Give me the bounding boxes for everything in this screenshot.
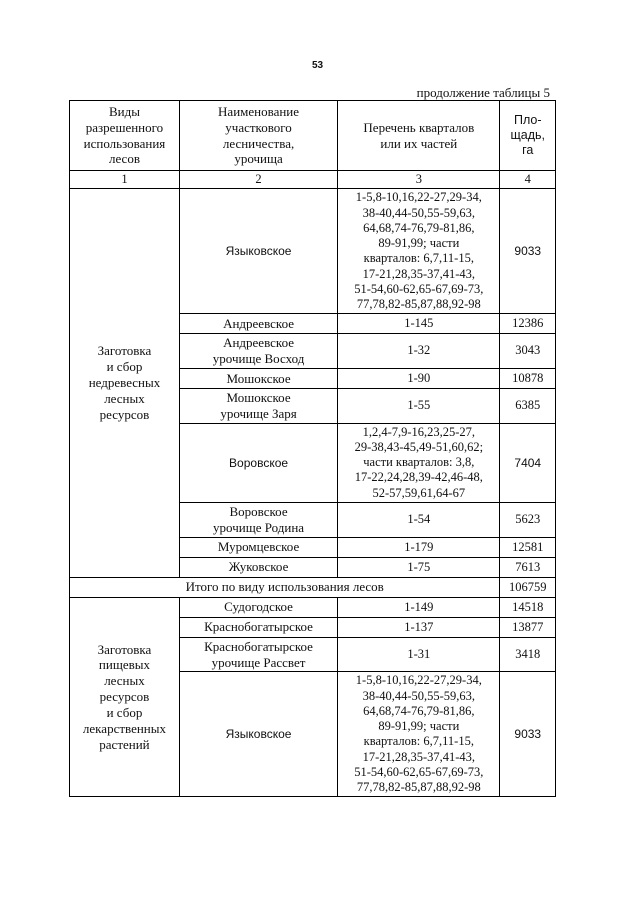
forestry-name-cell: Мошокское урочище Заря <box>179 388 337 423</box>
forestry-name-cell: Андреевское урочище Восход <box>179 334 337 369</box>
area-cell: 7613 <box>500 557 556 577</box>
forest-use-table <box>69 100 556 797</box>
quarters-cell: 1-32 <box>338 334 500 369</box>
area-cell: 12581 <box>500 537 556 557</box>
header-quarters-list: Перечень кварталов или их частей <box>338 101 500 171</box>
quarters-cell: 1-5,8-10,16,22-27,29-34, 38-40,44-50,55-59,63, 64,68,74-76,79-81,86, 89-91,99; части кварталов: 6,7,11-15, 17-21,28,35-37,41-43, 51-54,60-62,65-67,69-73, 77,78,82-85,87,88,92-98 <box>338 189 500 314</box>
table-header-row <box>70 101 556 171</box>
forestry-name-cell: Краснобогатырское <box>179 617 337 637</box>
area-cell: 6385 <box>500 388 556 423</box>
area-cell: 3418 <box>500 637 556 672</box>
table-row <box>70 597 556 617</box>
column-number: 4 <box>500 171 556 189</box>
quarters-cell: 1-5,8-10,16,22-27,29-34, 38-40,44-50,55-59,63, 64,68,74-76,79-81,86, 89-91,99; части кварталов: 6,7,11-15, 17-21,28,35-37,41-43, 51-54,60-62,65-67,69-73, 77,78,82-85,87,88,92-98 <box>338 672 500 797</box>
total-label: Итого по виду использования лесов <box>70 577 500 597</box>
forestry-name-cell: Судогодское <box>179 597 337 617</box>
table-continuation-caption: продолжение таблицы 5 <box>416 85 550 100</box>
column-number: 1 <box>70 171 180 189</box>
area-cell: 10878 <box>500 368 556 388</box>
header-use-type: Виды разрешенного использования лесов <box>70 101 180 171</box>
quarters-cell: 1-55 <box>338 388 500 423</box>
forestry-name-cell: Воровское урочище Родина <box>179 502 337 537</box>
quarters-cell: 1-179 <box>338 537 500 557</box>
quarters-cell: 1-75 <box>338 557 500 577</box>
forestry-name-cell: Воровское <box>179 423 337 502</box>
quarters-cell: 1-31 <box>338 637 500 672</box>
quarters-cell: 1-90 <box>338 368 500 388</box>
forestry-name-cell: Языковское <box>179 189 337 314</box>
quarters-cell: 1-137 <box>338 617 500 637</box>
quarters-cell: 1-149 <box>338 597 500 617</box>
forestry-name-cell: Жуковское <box>179 557 337 577</box>
forestry-name-cell: Краснобогатырское урочище Рассвет <box>179 637 337 672</box>
area-cell: 3043 <box>500 334 556 369</box>
area-cell: 12386 <box>500 314 556 334</box>
area-cell: 14518 <box>500 597 556 617</box>
use-type-cell: Заготовка и сбор недревесных лесных ресурсов <box>70 189 180 577</box>
forestry-name-cell: Муромцевское <box>179 537 337 557</box>
area-cell: 9033 <box>500 189 556 314</box>
quarters-cell: 1,2,4-7,9-16,23,25-27, 29-38,43-45,49-51,60,62; части кварталов: 3,8, 17-22,24,28,39-42,46-48, 52-57,59,61,64-67 <box>338 423 500 502</box>
total-row <box>70 577 556 597</box>
page-number: 53 <box>311 60 324 71</box>
header-area: Пло- щадь, га <box>500 101 556 171</box>
column-number-row <box>70 171 556 189</box>
use-type-cell: Заготовка пищевых лесных ресурсов и сбор лекарственных растений <box>70 597 180 797</box>
area-cell: 5623 <box>500 502 556 537</box>
table-row <box>70 189 556 314</box>
forestry-name-cell: Языковское <box>179 672 337 797</box>
area-cell: 9033 <box>500 672 556 797</box>
forestry-name-cell: Мошокское <box>179 368 337 388</box>
quarters-cell: 1-145 <box>338 314 500 334</box>
total-area: 106759 <box>500 577 556 597</box>
quarters-cell: 1-54 <box>338 502 500 537</box>
column-number: 2 <box>179 171 337 189</box>
column-number: 3 <box>338 171 500 189</box>
area-cell: 7404 <box>500 423 556 502</box>
area-cell: 13877 <box>500 617 556 637</box>
forestry-name-cell: Андреевское <box>179 314 337 334</box>
header-forestry-name: Наименование участкового лесничества, урочища <box>179 101 337 171</box>
